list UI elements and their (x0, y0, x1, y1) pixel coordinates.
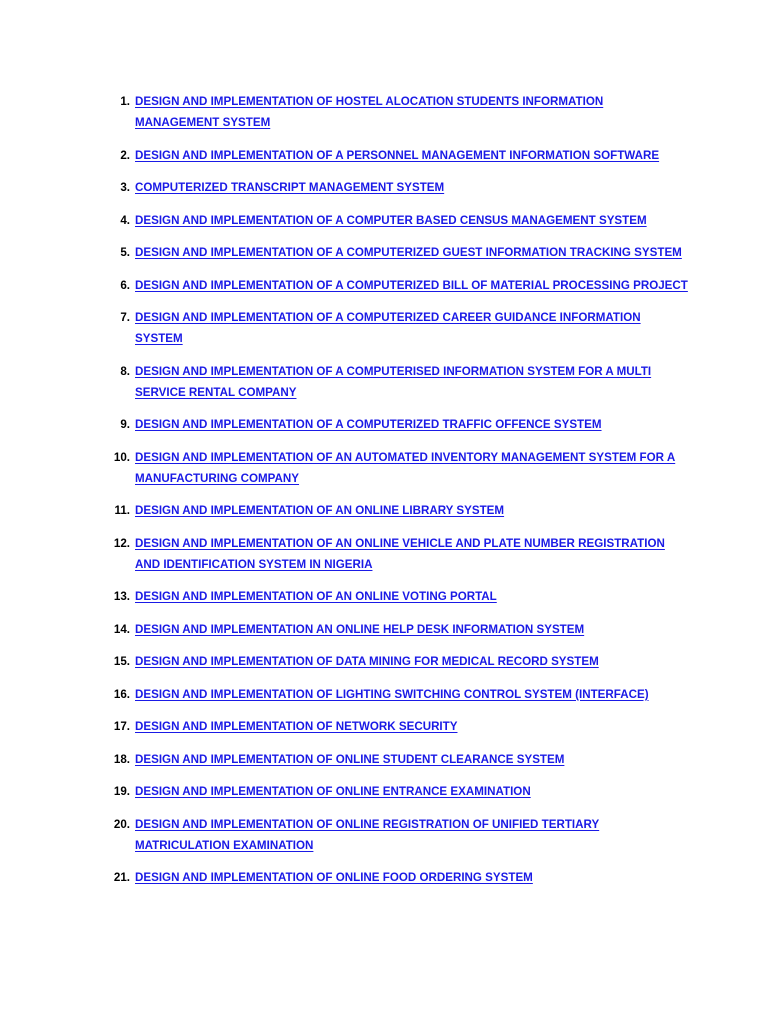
list-item-number: 4. (120, 213, 130, 227)
project-link-13[interactable]: DESIGN AND IMPLEMENTATION OF AN ONLINE VOTING PORTAL (135, 590, 497, 603)
list-item-number: 3. (120, 181, 130, 194)
list-item (0, 307, 768, 349)
list-item (0, 781, 768, 802)
project-link-5[interactable]: DESIGN AND IMPLEMENTATION OF A COMPUTERIZED GUEST INFORMATION TRACKING SYSTEM (135, 246, 682, 259)
list-item-number: 17. (113, 720, 130, 733)
project-link-4[interactable]: DESIGN AND IMPLEMENTATION OF A COMPUTER BASED CENSUS MANAGEMENT SYSTEM (135, 213, 647, 227)
list-item-number: 10. (113, 450, 130, 464)
project-link-18[interactable]: DESIGN AND IMPLEMENTATION OF ONLINE STUDENT CLEARANCE SYSTEM (135, 752, 565, 766)
list-item-number: 2. (120, 148, 130, 162)
project-link-2[interactable]: DESIGN AND IMPLEMENTATION OF A PERSONNEL MANAGEMENT INFORMATION SOFTWARE (135, 148, 660, 162)
list-item (0, 586, 768, 607)
list-item (0, 210, 768, 231)
project-link-8[interactable]: DESIGN AND IMPLEMENTATION OF A COMPUTERISED INFORMATION SYSTEM FOR A MULTI SERVICE RENTAL COMPANY (135, 364, 652, 399)
list-item (0, 749, 768, 770)
list-item (0, 414, 768, 435)
list-item (0, 716, 768, 737)
list-item (0, 651, 768, 672)
list-item-number: 1. (120, 95, 130, 108)
project-link-12[interactable]: DESIGN AND IMPLEMENTATION OF AN ONLINE VEHICLE AND PLATE NUMBER REGISTRATION AND IDENTIFICATION SYSTEM IN NIGERIA (135, 536, 665, 571)
list-item (0, 145, 768, 166)
list-item-number: 14. (113, 622, 130, 636)
list-item-number: 7. (120, 311, 130, 324)
project-link-3[interactable]: COMPUTERIZED TRANSCRIPT MANAGEMENT SYSTEM (135, 181, 445, 194)
list-item (0, 867, 768, 888)
list-item-number: 19. (113, 785, 130, 798)
list-item-number: 12. (113, 536, 130, 550)
list-item (0, 500, 768, 521)
project-link-21[interactable]: DESIGN AND IMPLEMENTATION OF ONLINE FOOD ORDERING SYSTEM (135, 871, 533, 884)
project-link-16[interactable]: DESIGN AND IMPLEMENTATION OF LIGHTING SWITCHING CONTROL SYSTEM (INTERFACE) (135, 687, 649, 701)
project-link-11[interactable]: DESIGN AND IMPLEMENTATION OF AN ONLINE LIBRARY SYSTEM (135, 504, 505, 517)
list-item-number: 21. (113, 871, 130, 884)
list-item (0, 684, 768, 705)
project-link-15[interactable]: DESIGN AND IMPLEMENTATION OF DATA MINING FOR MEDICAL RECORD SYSTEM (135, 655, 599, 668)
project-link-17[interactable]: DESIGN AND IMPLEMENTATION OF NETWORK SECURITY (135, 720, 458, 733)
list-item (0, 814, 768, 856)
list-item-number: 18. (113, 752, 130, 766)
list-item (0, 619, 768, 640)
list-item (0, 177, 768, 198)
list-item-number: 5. (120, 246, 130, 259)
list-item-number: 15. (113, 655, 130, 668)
project-link-10[interactable]: DESIGN AND IMPLEMENTATION OF AN AUTOMATED INVENTORY MANAGEMENT SYSTEM FOR A MANUFACTURING COMPANY (135, 450, 676, 485)
project-topic-list (0, 91, 768, 900)
list-item (0, 533, 768, 575)
list-item (0, 91, 768, 133)
list-item-number: 8. (120, 364, 130, 378)
list-item-number: 13. (113, 590, 130, 603)
list-item (0, 361, 768, 403)
project-link-7[interactable]: DESIGN AND IMPLEMENTATION OF A COMPUTERIZED CAREER GUIDANCE INFORMATION SYSTEM (135, 311, 641, 345)
project-link-14[interactable]: DESIGN AND IMPLEMENTATION AN ONLINE HELP DESK INFORMATION SYSTEM (135, 622, 585, 636)
list-item-number: 11. (114, 504, 130, 517)
list-item (0, 242, 768, 263)
list-item-number: 20. (113, 817, 130, 831)
project-link-9[interactable]: DESIGN AND IMPLEMENTATION OF A COMPUTERIZED TRAFFIC OFFENCE SYSTEM (135, 418, 602, 431)
project-link-6[interactable]: DESIGN AND IMPLEMENTATION OF A COMPUTERIZED BILL OF MATERIAL PROCESSING PROJECT (135, 278, 688, 292)
list-item-number: 16. (113, 687, 130, 701)
project-link-20[interactable]: DESIGN AND IMPLEMENTATION OF ONLINE REGISTRATION OF UNIFIED TERTIARY MATRICULATION EXAMINATION (135, 817, 600, 852)
project-link-1[interactable]: DESIGN AND IMPLEMENTATION OF HOSTEL ALOCATION STUDENTS INFORMATION MANAGEMENT SYSTEM (135, 95, 604, 129)
list-item-number: 6. (120, 278, 130, 292)
list-item-number: 9. (120, 418, 130, 431)
project-link-19[interactable]: DESIGN AND IMPLEMENTATION OF ONLINE ENTRANCE EXAMINATION (135, 785, 531, 798)
list-item (0, 275, 768, 296)
list-item (0, 447, 768, 489)
